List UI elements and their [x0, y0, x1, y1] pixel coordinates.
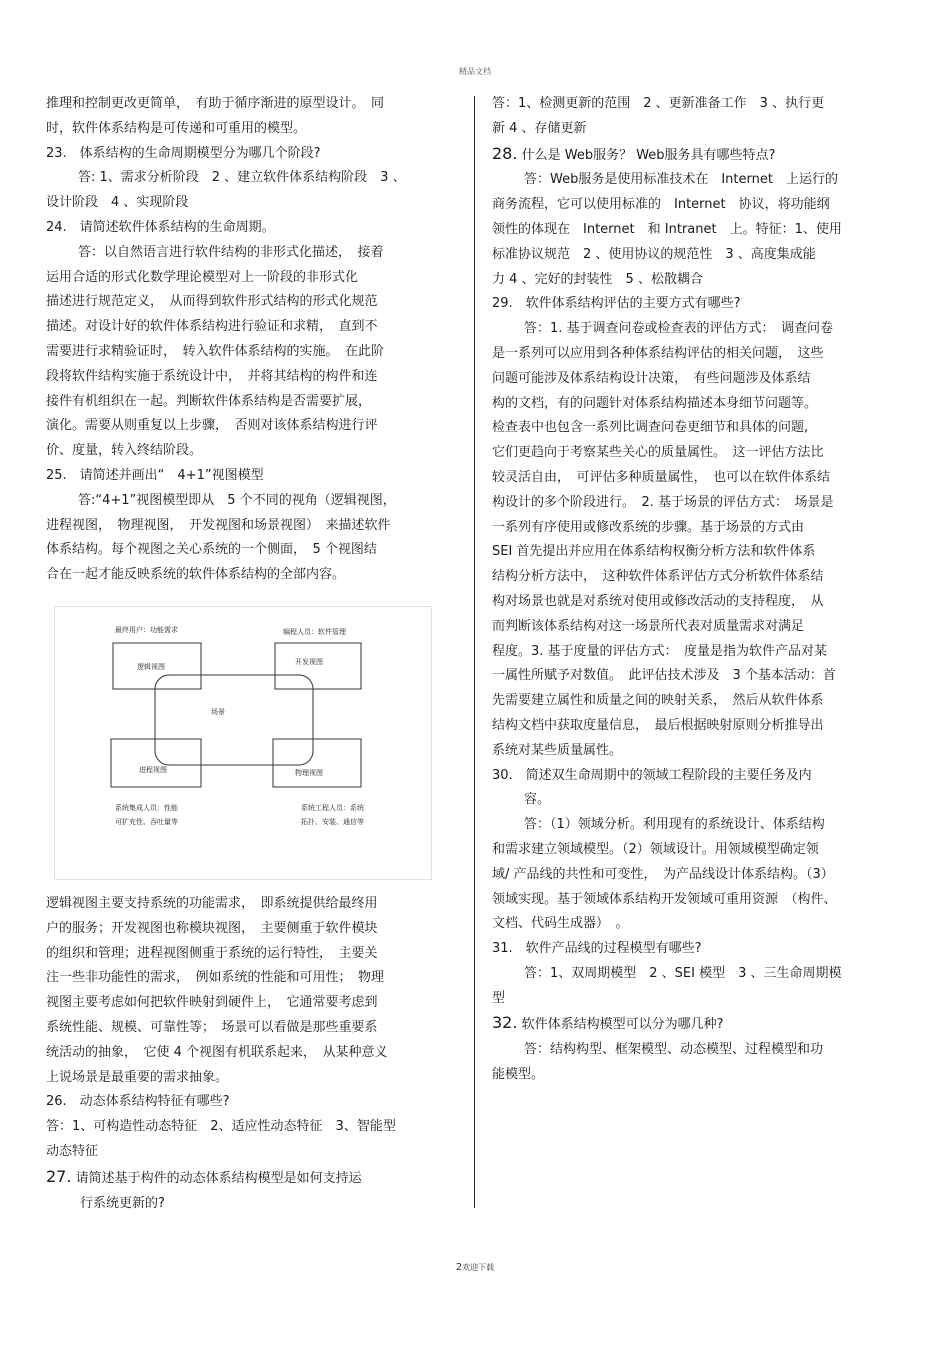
question-24: 24. 请简述软件体系结构的生命周期。	[46, 219, 275, 235]
question-32	[492, 1011, 904, 1038]
text-line: 需要进行求精验证时， 转入软件体系结构的实施。 在此阶	[46, 343, 385, 359]
question-31: 31. 软件产品线的过程模型有哪些?	[492, 941, 702, 957]
question-23: 23. 体系结构的生命周期模型分为哪几个阶段?	[46, 145, 321, 161]
text-line: 合在一起才能反映系统的软件体系结构的全部内容。	[46, 567, 346, 583]
question-26: 26. 动态体系结构特征有哪些?	[46, 1094, 230, 1110]
page-header: 精品文档	[459, 67, 491, 76]
diagram-shapes	[55, 607, 431, 879]
question-29: 29. 软件体系结构评估的主要方式有哪些?	[492, 296, 741, 312]
text-line: 结构文档中获取度量信息， 最后根据映射原则分析推导出	[492, 717, 824, 733]
process-view-box	[111, 739, 201, 787]
answer-line: 答：Web服务是使用标准技术在 Internet 上运行的	[524, 172, 838, 188]
question-text: 什么是 Web服务？ Web服务具有哪些特点?	[521, 147, 776, 163]
text-line: 视图主要考虑如何把软件映射到硬件上， 它通常要考虑到	[46, 995, 378, 1011]
text-line: 容。	[524, 792, 551, 808]
text-line: 域/ 产品线的共性和可变性， 为产品线设计体系结构。（3）	[492, 866, 834, 882]
text-line: 较灵活自由， 可评估多种质量属性， 也可以在软件体系结	[492, 469, 831, 485]
programmer-caption: 编程人员：软件管理	[283, 627, 346, 636]
text-line: 接件有机组织在一起。判断软件体系结构是否需要扩展，	[46, 393, 372, 409]
right-column	[492, 92, 904, 1088]
text-line: 构设计的多个阶段进行。 2. 基于场景的评估方式： 场景是	[492, 494, 834, 510]
text-line: 商务流程，它可以使用标准的 Internet 协议，将功能纲	[492, 197, 830, 213]
physical-view-box	[273, 739, 361, 787]
page-footer	[0, 1262, 950, 1273]
question-27	[46, 1165, 458, 1192]
text-line: 领性的体现在 Internet 和 Intranet 上。特征：1、使用	[492, 221, 842, 237]
page-number: 2	[455, 1262, 463, 1273]
engineer-caption-1: 系统工程人员：系统	[301, 803, 364, 812]
answer-line: 答：1、可构造性动态特征 2、适应性动态特征 3、智能型	[46, 1119, 396, 1135]
question-number: 28.	[492, 143, 518, 163]
text-line: 描述。对设计好的软件体系结构进行验证和求精， 直到不	[46, 319, 378, 335]
answer-line: 答：结构构型、框架模型、动态模型、过程模型和功	[524, 1042, 824, 1058]
text-line: 上说场景是最重要的需求抽象。	[46, 1069, 229, 1085]
text-line: 而判断该体系结构对这一场景所代表对质量需求对满足	[492, 618, 805, 634]
column-divider	[474, 96, 475, 1208]
text-line: 程度。3. 基于度量的评估方式： 度量是指为软件产品对某	[492, 643, 828, 659]
logic-view-label: 逻辑视图	[137, 662, 165, 671]
answer-line: 答：以自然语言进行软件结构的非形式化描述， 接着	[78, 244, 384, 260]
text-line: 和需求建立领域模型。（2）领域设计。用领域模型确定领	[492, 841, 819, 857]
text-line: 力 4 、完好的封装性 5 、松散耦合	[492, 271, 703, 287]
text-line: 段将软件结构实施于系统设计中， 并将其结构的构件和连	[46, 368, 378, 384]
text-line: 文档、代码生成器） 。	[492, 916, 629, 932]
footer-text: 欢迎下载	[462, 1263, 495, 1272]
physical-view-label: 物理视图	[295, 768, 323, 777]
text-line: 它们更趋向于考察某些关心的质量属性。 这一评估方法比	[492, 445, 824, 461]
answer-line: 答：1、检测更新的范围 2 、更新准备工作 3 、执行更	[492, 96, 825, 111]
text-line: 先需要建立属性和质量之间的映射关系， 然后从软件体系	[492, 693, 824, 709]
text-line: 体系结构。每个视图之关心系统的一个侧面， 5 个视图结	[46, 542, 377, 558]
question-25: 25. 请简述并画出“ 4+1”视图模型	[46, 467, 264, 483]
text-line: 户的服务；开发视图也称模块视图， 主要侧重于软件模块	[46, 920, 378, 936]
text-line: 价、度量，转入终结阶段。	[46, 443, 203, 459]
text-line: 能模型。	[492, 1067, 545, 1083]
answer-line: 答:“4+1”视图模型即从 5 个不同的视角（逻辑视图，	[78, 492, 396, 508]
engineer-caption-2: 拓扑、安装、通信等	[301, 817, 364, 826]
question-28	[492, 142, 904, 169]
text-line: 的组织和管理；进程视图侧重于系统的运行特性， 主要关	[46, 945, 378, 961]
text-line: 标准协议规范 2 、使用协议的规范性 3 、高度集成能	[492, 246, 816, 262]
text-line: 构对场景也就是对系统对使用或修改活动的支持程度， 从	[492, 593, 824, 609]
question-text: 请简述基于构件的动态体系结构模型是如何支持运	[75, 1170, 362, 1186]
text-line: 一属性所赋予对数值。 此评估技术涉及 3 个基本活动：首	[492, 668, 836, 684]
text-line: 构的文档，有的问题针对体系结构描述本身细节问题等。	[492, 395, 818, 411]
text-line: 问题可能涉及体系结构设计决策， 有些问题涉及体系结	[492, 370, 811, 386]
integrator-caption-1: 系统集成人员：性能	[115, 803, 178, 812]
answer-line: 答: 1、需求分析阶段 2 、建立软件体系结构阶段 3 、	[78, 170, 406, 186]
text-line: 是一系列可以应用到各种体系结构评估的相关问题， 这些	[492, 345, 824, 361]
integrator-caption-2: 可扩充性、吞吐量等	[115, 817, 178, 826]
text-line: 一系列有序使用或修改系统的步骤。基于场景的方式由	[492, 519, 805, 535]
question-number: 27.	[46, 1166, 72, 1186]
text-line: 进程视图， 物理视图， 开发视图和场景视图） 来描述软件	[46, 517, 391, 533]
answer-line: 答：（1）领域分析。利用现有的系统设计、体系结构	[524, 817, 825, 833]
text-line: 系统性能、规模、可靠性等； 场景可以看做是那些重要系	[46, 1019, 378, 1035]
text-line: 描述进行规范定义， 从而得到软件形式结构的形式化规范	[46, 294, 378, 310]
text-line: 系统对某些质量属性。	[492, 742, 623, 758]
text-line: 逻辑视图主要支持系统的功能需求， 即系统提供给最终用	[46, 895, 378, 911]
text-line: 演化。需要从则重复以上步骤， 否则对该体系结构进行评	[46, 418, 378, 434]
text-line: 时，软件体系结构是可传递和可重用的模型。	[46, 120, 307, 136]
text-line: 行系统更新的?	[80, 1195, 165, 1211]
scenario-label: 场景	[211, 707, 225, 716]
dev-view-label: 开发视图	[295, 657, 323, 666]
text-line: 结构分析方法中， 这种软件体系评估方式分析软件体系结	[492, 569, 824, 585]
4plus1-view-diagram	[54, 606, 432, 880]
text-line: 统活动的抽象， 它使 4 个视图有机联系起来， 从某种意义	[46, 1044, 388, 1060]
text-line: 注一些非功能性的需求， 例如系统的性能和可用性； 物理	[46, 970, 385, 986]
end-user-caption: 最终用户：功能需求	[115, 625, 178, 634]
left-column	[46, 92, 458, 1216]
answer-line: 答：1. 基于调查问卷或检查表的评估方式： 调查问卷	[524, 321, 834, 337]
text-line: 动态特征	[46, 1143, 99, 1159]
text-line: SEI 首先提出并应用在体系结构权衡分析方法和软件体系	[492, 544, 816, 560]
question-30: 30. 简述双生命周期中的领域工程阶段的主要任务及内	[492, 767, 812, 783]
text-line: 运用合适的形式化数学理论模型对上一阶段的非形式化	[46, 269, 359, 285]
question-text: 软件体系结构模型可以分为哪几种?	[521, 1017, 724, 1033]
text-line: 推理和控制更改更简单， 有助于循序渐进的原型设计。 同	[46, 96, 385, 111]
text-line: 新 4 、存储更新	[492, 120, 587, 136]
text-line: 设计阶段 4 、实现阶段	[46, 195, 189, 211]
text-line: 领域实现。基于领域体系结构开发领域可重用资源 （构件、	[492, 891, 837, 907]
question-number: 32.	[492, 1013, 518, 1033]
answer-line: 答：1、双周期模型 2 、SEI 模型 3 、三生命周期模	[524, 965, 842, 981]
text-line: 型	[492, 990, 506, 1006]
text-line: 检查表中也包含一系列比调查问卷更细节和具体的问题,	[492, 420, 809, 436]
process-view-label: 进程视图	[139, 765, 167, 774]
